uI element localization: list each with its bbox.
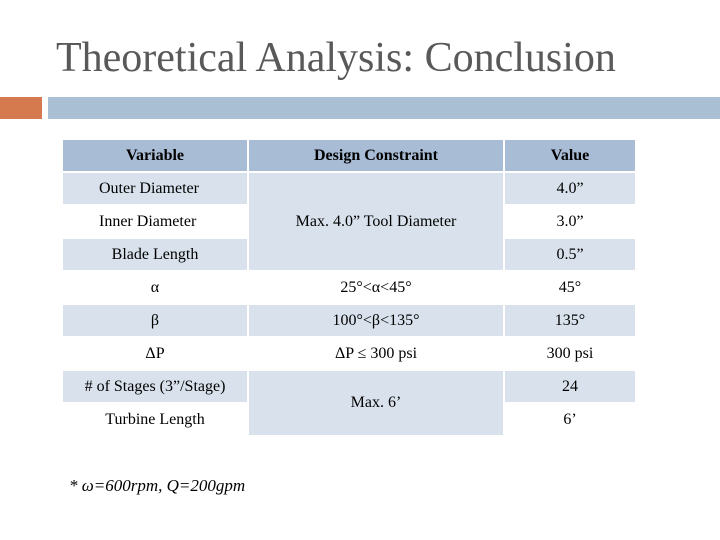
cell-constraint-merged: Max. 6’ (248, 370, 504, 436)
cell-value: 135° (504, 304, 636, 337)
cell-variable: Outer Diameter (62, 172, 248, 205)
cell-constraint: ΔP ≤ 300 psi (248, 337, 504, 370)
table-row (62, 304, 636, 337)
cell-variable: Inner Diameter (62, 205, 248, 238)
accent-bar-blue (48, 97, 720, 119)
header-variable: Variable (62, 139, 248, 172)
cell-variable: α (62, 271, 248, 304)
cell-value: 4.0” (504, 172, 636, 205)
header-value: Value (504, 139, 636, 172)
cell-variable: ΔP (62, 337, 248, 370)
cell-value: 24 (504, 370, 636, 403)
results-table (61, 138, 637, 437)
accent-bar-orange (0, 97, 42, 119)
slide-title: Theoretical Analysis: Conclusion (56, 35, 616, 81)
table-row (62, 370, 636, 403)
cell-variable: # of Stages (3”/Stage) (62, 370, 248, 403)
cell-constraint-merged: Max. 4.0” Tool Diameter (248, 172, 504, 271)
cell-value: 6’ (504, 403, 636, 436)
table-row (62, 271, 636, 304)
table-row (62, 172, 636, 205)
table-row (62, 337, 636, 370)
cell-value: 300 psi (504, 337, 636, 370)
cell-value: 0.5” (504, 238, 636, 271)
footnote: * ω=600rpm, Q=200gpm (69, 476, 246, 495)
cell-constraint: 25°<α<45° (248, 271, 504, 304)
table-header-row (62, 139, 636, 172)
cell-variable: β (62, 304, 248, 337)
cell-value: 45° (504, 271, 636, 304)
cell-variable: Turbine Length (62, 403, 248, 436)
header-design-constraint: Design Constraint (248, 139, 504, 172)
cell-value: 3.0” (504, 205, 636, 238)
cell-variable: Blade Length (62, 238, 248, 271)
cell-constraint: 100°<β<135° (248, 304, 504, 337)
